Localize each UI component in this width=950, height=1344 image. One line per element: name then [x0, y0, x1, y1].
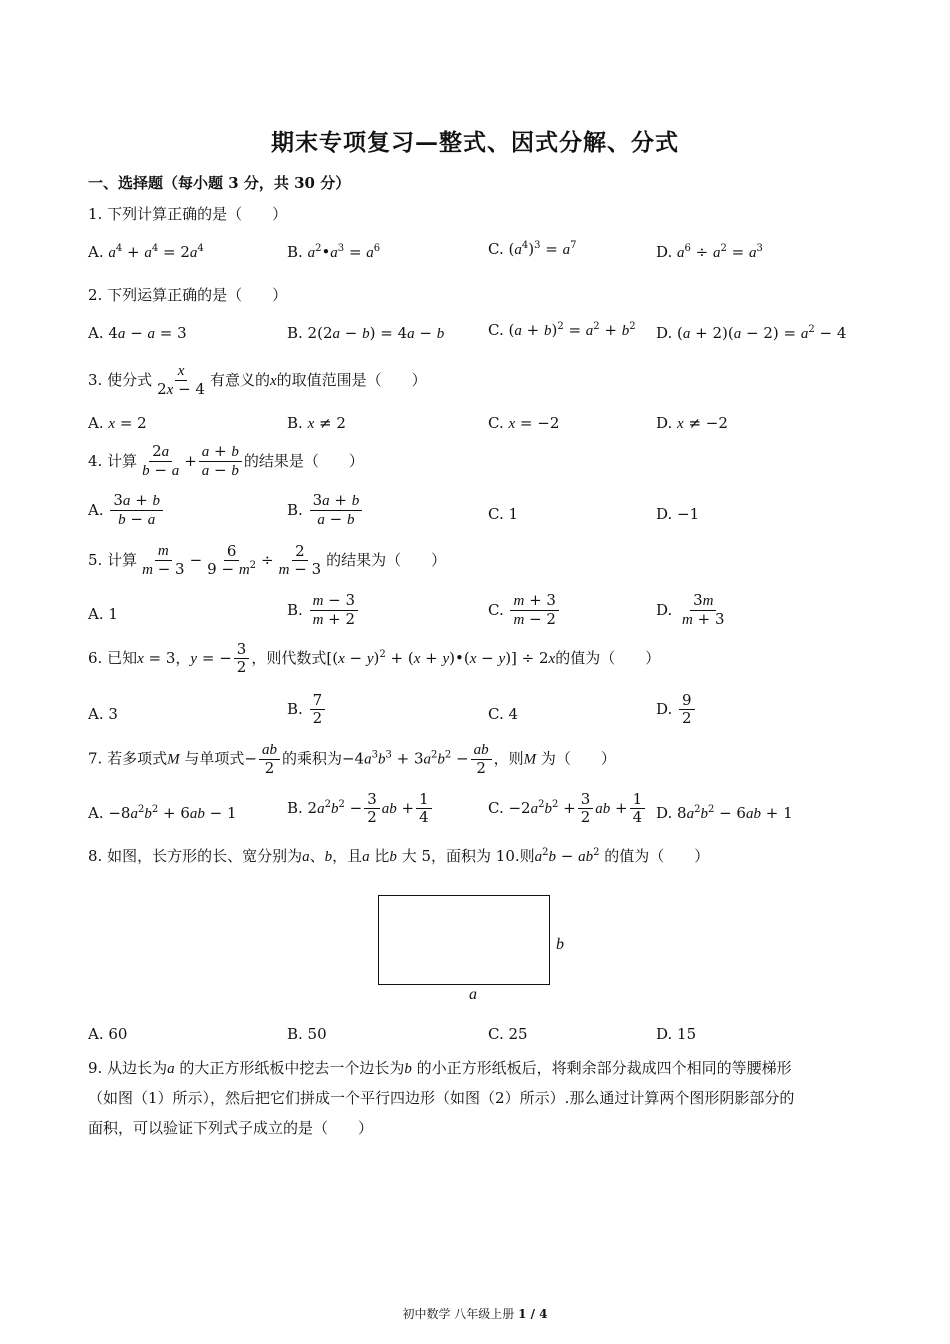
q7-option-a[interactable]: A. $-8a^2b^2 + 6ab - 1$ [88, 804, 237, 822]
q5-option-a[interactable]: A. 1 [88, 605, 118, 623]
question-7-stem: 7. 若多项式M 与单项式− $\frac{ab}{2}$ 的乘积为$-4a^3b^3 + 3a^2b^2$ − $\frac{ab}{2}$ ，则M 为（ ） [88, 742, 616, 778]
q5-option-d[interactable]: D. $\frac{3m}{m + 3}$ [656, 591, 725, 629]
question-3-stem: 3. 使分式 $\frac{x}{2x - 4}$ 有意义的x的取值范围是（ ） [88, 363, 427, 399]
q8-option-c[interactable]: C. 25 [488, 1025, 528, 1043]
q5-option-c[interactable]: C. $\frac{m + 3}{m - 2}$ [488, 592, 561, 630]
question-2-stem: 2. 下列运算正确的是（ ） [88, 286, 288, 304]
q5-option-b[interactable]: B. $\frac{m - 3}{m + 2}$ [287, 592, 360, 630]
q1-option-d[interactable]: D. $a^6 \div a^2 = a^3$ [656, 243, 763, 261]
q4-option-b[interactable]: B. $\frac{3a + b}{a - b}$ [287, 492, 364, 530]
q7-option-d[interactable]: D. $8a^2b^2 - 6ab + 1$ [656, 804, 793, 822]
section-heading: 一、选择题（每小题 3 分，共 30 分） [88, 174, 351, 192]
question-4-stem: 4. 计算 $\frac{2a}{b - a}$ + $\frac{a + b}{a - b}$ 的结果是（ ） [88, 442, 364, 480]
q4-option-c[interactable]: C. 1 [488, 505, 519, 523]
label-a: a [469, 986, 477, 1003]
q6-option-d[interactable]: D. $\frac{9}{2}$ [656, 692, 697, 728]
q2-option-c[interactable]: C. $(a + b)^2 = a^2 + b^2$ [488, 321, 636, 339]
footer-text: 初中数学 八年级上册 [402, 1307, 519, 1321]
q3-option-d[interactable]: D. x ≠ −2 [656, 414, 728, 432]
q6-option-b[interactable]: B. $\frac{7}{2}$ [287, 692, 327, 728]
q8-option-b[interactable]: B. 50 [287, 1025, 327, 1043]
q2-option-a[interactable]: A. 4a − a = 3 [88, 324, 187, 342]
question-5-stem: 5. 计算 $\frac{m}{m - 3}$ − $\frac{6}{9 - m^2}$ ÷ $\frac{2}{m - 3}$ 的结果为（ ） [88, 541, 447, 579]
q7-option-c[interactable]: C. $-2a^2b^2$ + $\frac{3}{2}$ ab + $\frac{1}{4}$ [488, 791, 647, 827]
page-number: 1 / 4 [518, 1307, 548, 1321]
q7-option-b[interactable]: B. $2a^2b^2$ − $\frac{3}{2}$ ab + $\frac{1}{4}$ [287, 791, 434, 827]
question-6-stem: 6. 已知x = 3，y = − $\frac{3}{2}$ ，则代数式[$(x - y)^2 + (x$ + y)•(x − y)] ÷ 2x的值为（ ） [88, 640, 661, 677]
rectangle-figure [378, 895, 550, 985]
q1-option-b[interactable]: B. $a^2•a^3 = a^6$ [287, 243, 381, 261]
page-footer [0, 1305, 950, 1322]
q8-option-d[interactable]: D. 15 [656, 1025, 697, 1043]
page-title: 期末专项复习—整式、因式分解、分式 [271, 129, 679, 156]
question-1-stem: 1. 下列计算正确的是（ ） [88, 205, 288, 223]
label-b: b [556, 936, 564, 953]
q2-option-b[interactable]: B. 2(2a − b) = 4a − b [287, 324, 445, 342]
q4-option-d[interactable]: D. −1 [656, 505, 700, 523]
question-9-line-3: 面积，可以验证下列式子成立的是（ ） [88, 1119, 374, 1137]
q3-option-c[interactable]: C. x = −2 [488, 414, 560, 432]
q4-option-a[interactable]: A. $\frac{3a + b}{b - a}$ [88, 492, 165, 530]
question-9-line-1: 9. 从边长为a 的大正方形纸板中挖去一个边长为b 的小正方形纸板后，将剩余部分裁成四个相同的等腰梯形 [88, 1059, 792, 1077]
question-8-stem: 8. 如图，长方形的长、宽分别为a、b，且a 比b 大 5，面积为 10.则$a^2b - ab^2$ 的值为（ ） [88, 847, 710, 865]
q6-option-c[interactable]: C. 4 [488, 705, 519, 723]
question-9-line-2: （如图（1）所示），然后把它们拼成一个平行四边形（如图（2）所示）.那么通过计算两个图形阴影部分的 [88, 1089, 795, 1107]
q8-option-a[interactable]: A. 60 [88, 1025, 128, 1043]
q1-option-c[interactable]: C. $(a^4)^3 = a^7$ [488, 240, 577, 258]
q1-option-a[interactable]: A. $a^4 + a^4 = 2a^4$ [88, 243, 204, 261]
q3-option-b[interactable]: B. x ≠ 2 [287, 414, 346, 432]
q6-option-a[interactable]: A. 3 [88, 705, 118, 723]
q2-option-d[interactable]: D. $(a + 2)(a - 2) = a^2 - 4$ [656, 324, 847, 342]
q3-option-a[interactable]: A. x = 2 [88, 414, 147, 432]
